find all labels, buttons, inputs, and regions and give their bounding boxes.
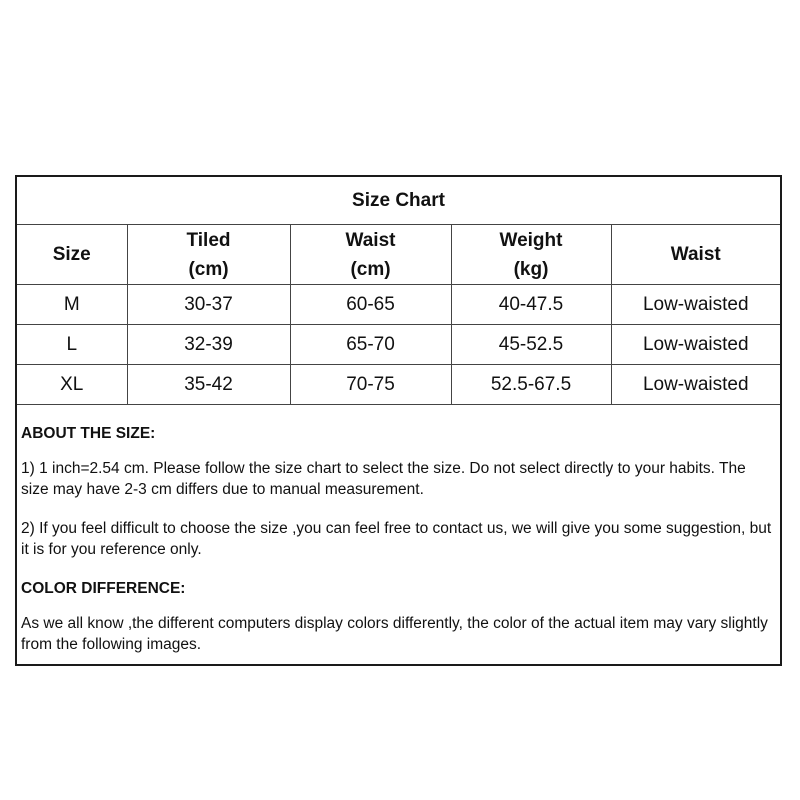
color-difference-heading: COLOR DIFFERENCE: <box>21 580 186 597</box>
column-header-tiled: Tiled (cm) <box>127 225 290 285</box>
table-row <box>17 285 780 325</box>
notes-section <box>17 405 780 655</box>
size-table <box>17 177 780 405</box>
column-header-waist-cm: Waist (cm) <box>290 225 451 285</box>
cell-tiled: 32-39 <box>127 325 290 365</box>
cell-waist: 60-65 <box>290 285 451 325</box>
about-size-heading: ABOUT THE SIZE: <box>21 425 156 442</box>
cell-waist-type: Low-waisted <box>611 365 780 405</box>
table-row <box>17 365 780 405</box>
about-size-note-2: 2) If you feel difficult to choose the size ,you can feel free to contact us, we will give you some suggestion, but it is for you reference only. <box>21 520 772 558</box>
table-title: Size Chart <box>17 177 780 225</box>
cell-waist-type: Low-waisted <box>611 325 780 365</box>
cell-weight: 52.5-67.5 <box>451 365 611 405</box>
cell-tiled: 35-42 <box>127 365 290 405</box>
cell-weight: 45-52.5 <box>451 325 611 365</box>
header-row <box>17 225 780 285</box>
cell-weight: 40-47.5 <box>451 285 611 325</box>
column-header-weight: Weight (kg) <box>451 225 611 285</box>
cell-size: M <box>17 285 127 325</box>
cell-waist: 70-75 <box>290 365 451 405</box>
cell-size: XL <box>17 365 127 405</box>
table-row <box>17 325 780 365</box>
column-header-size: Size <box>17 225 127 285</box>
cell-size: L <box>17 325 127 365</box>
cell-tiled: 30-37 <box>127 285 290 325</box>
cell-waist-type: Low-waisted <box>611 285 780 325</box>
color-difference-note: As we all know ,the different computers display colors differently, the color of the actual item may vary slightly from the following images. <box>21 615 768 653</box>
about-size-note-1: 1) 1 inch=2.54 cm. Please follow the size chart to select the size. Do not select directly to your habits. The size may have 2-3 cm differs due to manual measurement. <box>21 460 746 498</box>
size-chart-frame <box>15 175 782 666</box>
cell-waist: 65-70 <box>290 325 451 365</box>
column-header-waist-type: Waist <box>611 225 780 285</box>
